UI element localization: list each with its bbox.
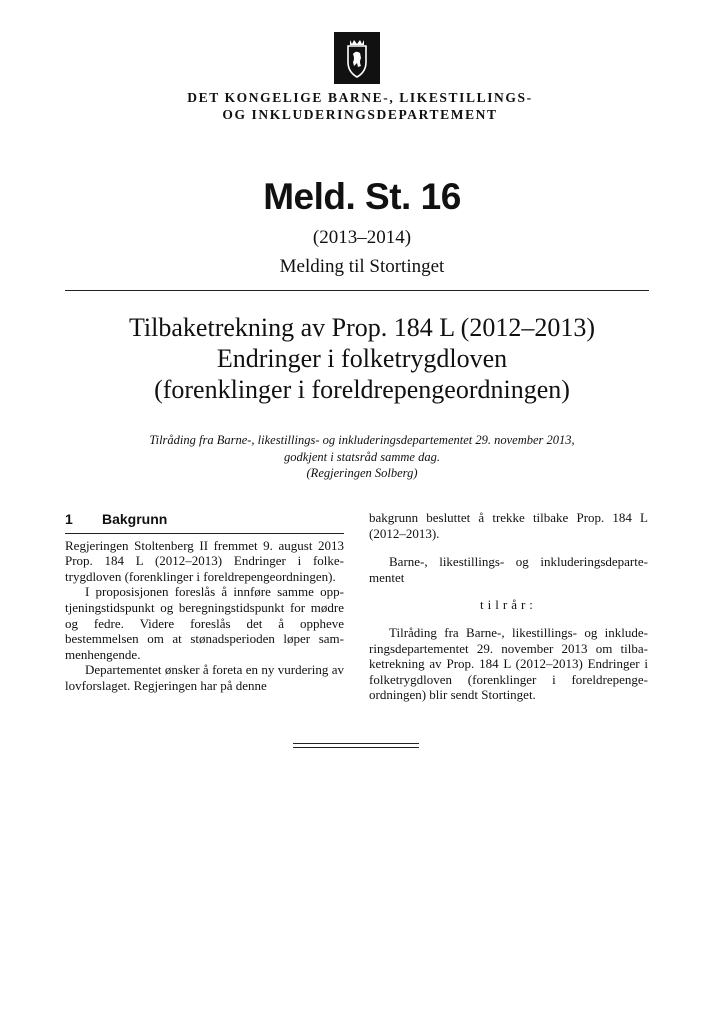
recommendation-line: Tilråding fra Barne-, likestillings- og inkluderingsdepartementet 29. november 2013,	[149, 433, 575, 447]
subtitle-line: Endringer i folketrygdloven	[216, 344, 508, 373]
recommendation-note	[80, 432, 644, 482]
paragraph-continuation: bakgrunn besluttet å trekke tilbake Prop. 184 L (2012–2013).	[369, 510, 648, 541]
left-column	[65, 512, 344, 694]
end-rule-top	[293, 743, 419, 744]
department-name-line1: DET KONGELIGE BARNE-, LIKESTILLINGS-	[187, 90, 533, 105]
right-column	[369, 510, 648, 703]
recommendation-line: godkjent i statsråd samme dag.	[284, 449, 440, 464]
paragraph: Regjeringen Stoltenberg II fremmet 9. august 2013 Prop. 184 L (2012–2013) Endringer i folketrygdloven (forenklinger i foreldrepengeordningen).	[65, 537, 344, 584]
document-type: Melding til Stortinget	[279, 256, 445, 277]
document-title: Meld. St. 16	[263, 176, 461, 217]
section-heading	[65, 512, 344, 534]
recommendation-line: (Regjeringen Solberg)	[306, 466, 418, 480]
session-years: (2013–2014)	[312, 227, 412, 248]
decision-word: tilrår:	[480, 597, 537, 613]
title-divider	[65, 290, 649, 291]
end-rule-bottom	[293, 747, 419, 748]
section-title: Bakgrunn	[102, 511, 168, 527]
paragraph-part: Departementet ønsker å foreta en ny vurdering av lovforslaget. Regjeringen har på denne	[65, 662, 344, 693]
document-subtitle	[60, 312, 664, 405]
coat-of-arms-icon	[334, 32, 380, 84]
section-number: 1	[65, 511, 73, 527]
paragraph: I proposisjonen foreslås å innføre samme opptjeningstidspunkt og beregningstidspunkt for mødre og fedre. Videre foreslås det å oppheve bestemmelsen om at stønadsperioden løper sammenhengende.	[65, 584, 344, 662]
department-name-line2: OG INKLUDERINGSDEPARTEMENT	[222, 107, 498, 122]
decision-text: Tilråding fra Barne-, likestillings- og inkluderingsdepartementet 29. november 2013 om tilbaketrekning av Prop. 184 L (2012–2013) Endringer i folketrygdloven (forenklinger i foreldrepengeordningen) blir sendt Stortinget.	[369, 624, 648, 703]
decision-intro: Barne-, likestillings- og inkluderingsdepartementet	[369, 554, 648, 585]
subtitle-line: (forenklinger i foreldrepengeordningen)	[154, 375, 570, 404]
subtitle-line: Tilbaketrekning av Prop. 184 L (2012–2013)	[128, 313, 596, 342]
